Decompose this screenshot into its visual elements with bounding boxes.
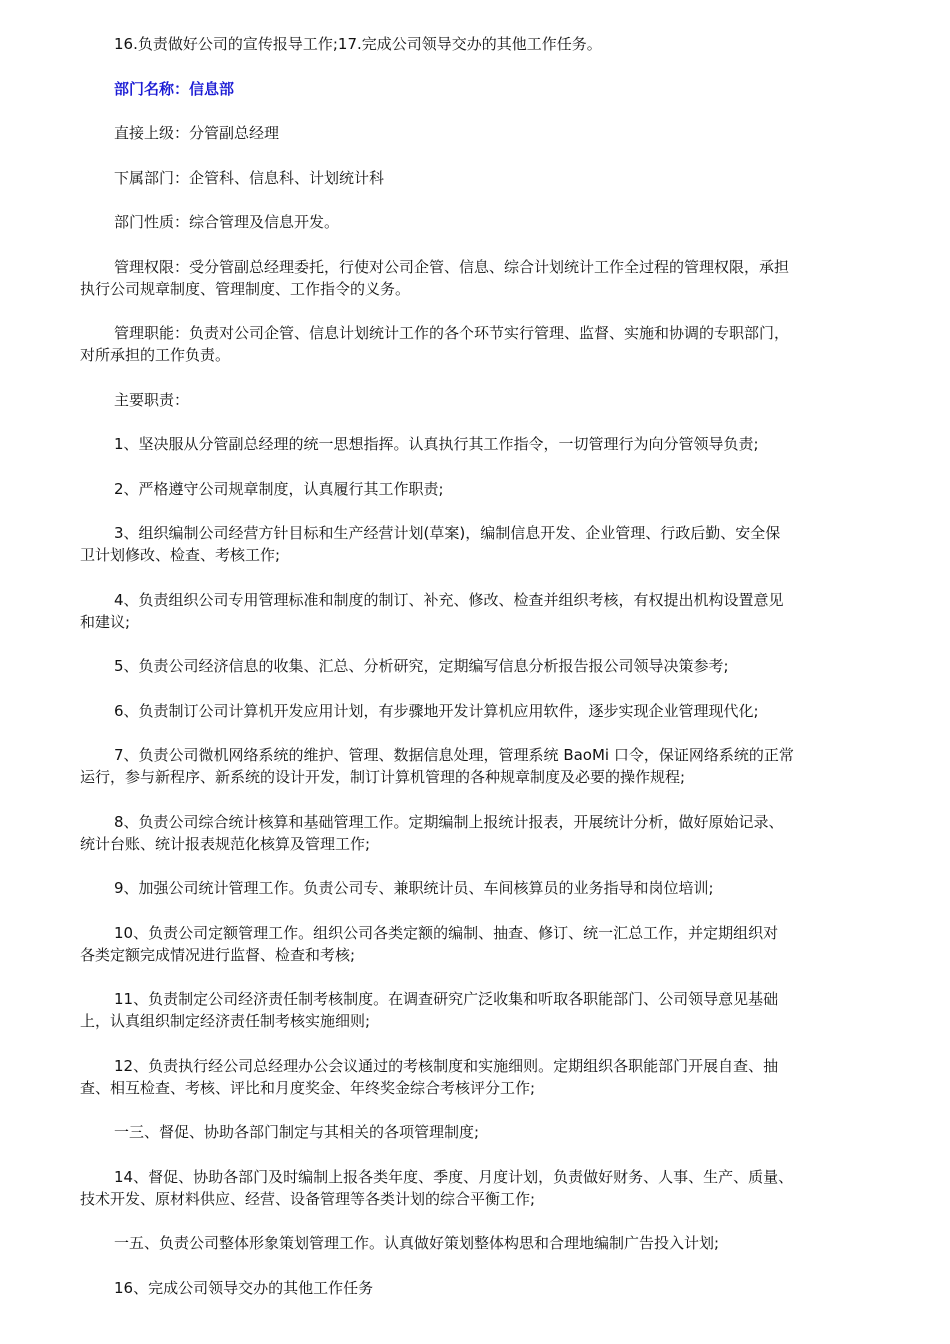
duty-6: 6、负责制订公司计算机开发应用计划，有步骤地开发计算机应用软件，逐步实现企业管理现代化; — [114, 702, 759, 720]
duty-9: 9、加强公司统计管理工作。负责公司专、兼职统计员、车间核算员的业务指导和岗位培训; — [114, 879, 714, 897]
management-authority-line-1: 管理权限：受分管副总经理委托，行使对公司企管、信息、综合计划统计工作全过程的管理权限，承担 — [114, 258, 790, 276]
duty-11-line-2: 上，认真组织制定经济责任制考核实施细则; — [80, 1012, 371, 1030]
duty-14-line-1: 14、督促、协助各部门及时编制上报各类年度、季度、月度计划，负责做好财务、人事、生产、质量、 — [114, 1168, 794, 1186]
department-name-heading: 部门名称：信息部 — [114, 80, 235, 98]
sub-departments: 下属部门：企管科、信息科、计划统计科 — [114, 169, 385, 187]
duty-10-line-2: 各类定额完成情况进行监督、检查和考核; — [80, 946, 356, 964]
duty-12-line-1: 12、负责执行经公司总经理办公会议通过的考核制度和实施细则。定期组织各职能部门开展自查、抽 — [114, 1057, 779, 1075]
duty-14-line-2: 技术开发、原材料供应、经营、设备管理等各类计划的综合平衡工作; — [80, 1190, 536, 1208]
duty-5: 5、负责公司经济信息的收集、汇总、分析研究，定期编写信息分析报告报公司领导决策参考; — [114, 657, 729, 675]
duty-4-line-2: 和建议; — [80, 613, 131, 631]
duty-8-line-1: 8、负责公司综合统计核算和基础管理工作。定期编制上报统计报表，开展统计分析，做好原始记录、 — [114, 813, 784, 831]
duty-4-line-1: 4、负责组织公司专用管理标准和制度的制订、补充、修改、检查并组织考核，有权提出机构设置意见 — [114, 591, 784, 609]
main-duties-heading: 主要职责： — [114, 391, 190, 409]
duty-7-line-1: 7、负责公司微机网络系统的维护、管理、数据信息处理，管理系统 BaoMi 口令，保证网络系统的正常 — [114, 746, 794, 764]
management-function-line-1: 管理职能：负责对公司企管、信息计划统计工作的各个环节实行管理、监督、实施和协调的专职部门， — [114, 324, 790, 342]
duty-15: 一五、负责公司整体形象策划管理工作。认真做好策划整体构思和合理地编制广告投入计划; — [114, 1234, 720, 1252]
duty-8-line-2: 统计台账、统计报表规范化核算及管理工作; — [80, 835, 371, 853]
duty-11-line-1: 11、负责制定公司经济责任制考核制度。在调查研究广泛收集和听取各职能部门、公司领导意见基础 — [114, 990, 779, 1008]
duty-13: 一三、督促、协助各部门制定与其相关的各项管理制度; — [114, 1123, 480, 1141]
duty-line-16-prev: 16.负责做好公司的宣传报导工作;17.完成公司领导交办的其他工作任务。 — [114, 35, 602, 53]
management-function-line-2: 对所承担的工作负责。 — [80, 346, 231, 364]
duty-16: 16、完成公司领导交办的其他工作任务 — [114, 1279, 374, 1297]
duty-3-line-2: 卫计划修改、检查、考核工作; — [80, 546, 281, 564]
duty-10-line-1: 10、负责公司定额管理工作。组织公司各类定额的编制、抽查、修订、统一汇总工作，并定期组织对 — [114, 924, 779, 942]
duty-12-line-2: 查、相互检查、考核、评比和月度奖金、年终奖金综合考核评分工作; — [80, 1079, 536, 1097]
direct-superior: 直接上级：分管副总经理 — [114, 124, 280, 142]
duty-3-line-1: 3、组织编制公司经营方针目标和生产经营计划(草案)，编制信息开发、企业管理、行政后勤、安全保 — [114, 524, 781, 542]
management-authority-line-2: 执行公司规章制度、管理制度、工作指令的义务。 — [80, 280, 411, 298]
department-nature: 部门性质：综合管理及信息开发。 — [114, 213, 340, 231]
duty-2: 2、严格遵守公司规章制度，认真履行其工作职责; — [114, 480, 444, 498]
duty-7-line-2: 运行，参与新程序、新系统的设计开发，制订计算机管理的各种规章制度及必要的操作规程; — [80, 768, 686, 786]
duty-1: 1、坚决服从分管副总经理的统一思想指挥。认真执行其工作指令，一切管理行为向分管领导负责; — [114, 435, 759, 453]
